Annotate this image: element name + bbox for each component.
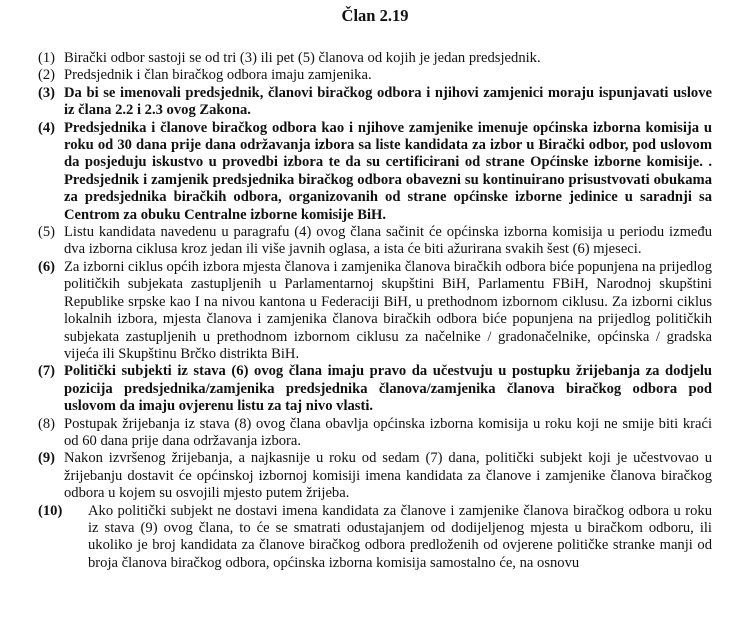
paragraph-number: (9) xyxy=(38,450,56,467)
paragraph-text: Listu kandidata navedenu u paragrafu (4) ovog člana sačinit će općinska izborna komisija u periodu između dva izborna ciklusa kroz jedan ili više javnih oglasa, a ista će biti ažurirana svakih šest (6) mjeseci. xyxy=(64,224,712,258)
paragraph-number: (6) xyxy=(38,258,56,275)
paragraph-text: Da bi se imenovali predsjednik, članovi biračkog odbora i njihovi zamjenici moraju ispunjavati uslove iz člana 2.2 i 2.3 ovog Zakona. xyxy=(64,84,712,119)
paragraph-number: (5) xyxy=(38,224,56,241)
paragraph xyxy=(38,85,712,120)
paragraph xyxy=(38,450,712,502)
paragraph-text: Ako politički subjekt ne dostavi imena kandidata za članove i zamjenike članova biračkog odbora u roku iz stava (9) ovog člana, to će se smatrati odustajanjem od dodijeljenog mjesta u biračkom odboru, ili ukoliko je broj kandidata za članove biračkog odbora predloženih od ovjerene političke stranke manji od broja članova biračkog odbora, općinska izborna komisija samostalno će, na osnovu xyxy=(88,502,712,571)
paragraph-text: Predsjednik i član biračkog odbora imaju zamjenika. xyxy=(64,67,372,84)
paragraph-number: (8) xyxy=(38,415,56,432)
paragraph xyxy=(38,224,712,259)
paragraph xyxy=(38,50,712,67)
paragraph xyxy=(38,259,712,363)
paragraph-number: (4) xyxy=(38,119,56,136)
paragraph-text: Birački odbor sastoji se od tri (3) ili pet (5) članova od kojih je jedan predsjednik. xyxy=(64,50,541,66)
paragraph xyxy=(38,503,712,573)
paragraph-number: (1) xyxy=(38,50,56,66)
paragraph xyxy=(38,67,712,84)
article-title: Član 2.19 xyxy=(341,6,409,25)
paragraph xyxy=(38,416,712,451)
paragraph-number: (7) xyxy=(38,363,56,380)
paragraph-text: Za izborni ciklus općih izbora mjesta članova i zamjenika članova biračkih odbora biće popunjena na prijedlog političkih subjekata zastupljenih u Parlamentarnoj skupštini BiH, Parlamentu FBiH, Narodnoj skupštini Republike srpske kao I na nivou kantona u Federaciji BiH, u prethodnom izbornom ciklusu. Za izborni ciklus lokalnih izbora, mjesta članova i zamjenika članova biračkih odbora biće popunjena na prijedlog političkih subjekata zastupljenih u prethodnom izbornom ciklusu za načelnike / gradonačelnike, općinska / gradska vijeća ili Skupštinu Brčko distrikta BiH. xyxy=(64,258,712,362)
paragraph xyxy=(38,120,712,224)
paragraph-number: (2) xyxy=(38,67,56,84)
paragraph-list xyxy=(38,50,712,572)
paragraph xyxy=(38,363,712,415)
paragraph-text: Politički subjekti iz stava (6) ovog člana imaju pravo da učestvuju u postupku žrijebanja za dodjelu pozicija predsjednika/zamjenika predsjednika članova/zamjenika članova biračkog odbora pod uslovom da imaju ovjerenu listu za taj nivo vlasti. xyxy=(64,363,712,415)
paragraph-number: (3) xyxy=(38,84,56,101)
paragraph-text: Nakon izvršenog žrijebanja, a najkasnije u roku od sedam (7) dana, politički subjekt koji je učestvovao u žrijebanju dostavit će općinskoj izbornoj komisiji imena kandidata za članove i zamjenike članova biračkog odbora u kojem su osvojili mjesto putem žrijeba. xyxy=(64,450,712,502)
paragraph-number: (10) xyxy=(38,502,63,519)
paragraph-text: Postupak žrijebanja iz stava (8) ovog člana obavlja općinska izborna komisija u roku koji ne smije biti kraći od 60 dana prije dana održavanja izbora. xyxy=(64,415,712,449)
paragraph-text: Predsjednika i članove biračkog odbora kao i njihove zamjenike imenuje općinska izborna komisija u roku od 30 dana prije dana održavanja izbora sa liste kandidata za izbor u Birački odbor, pod uslovom da posjeduju iskustvo u provedbi izbora te da su certificirani od strane Općinske izborne komisije. . Predsjednik i zamjenik predsjednika biračkog odbora obavezni su kontinuirano prisustvovati obukama za predsjednika biračkih odbora, organizovanih od strane općinske izborne jedinice u saradnji sa Centrom za obuku Centralne izborne komisije BiH. xyxy=(64,119,712,223)
